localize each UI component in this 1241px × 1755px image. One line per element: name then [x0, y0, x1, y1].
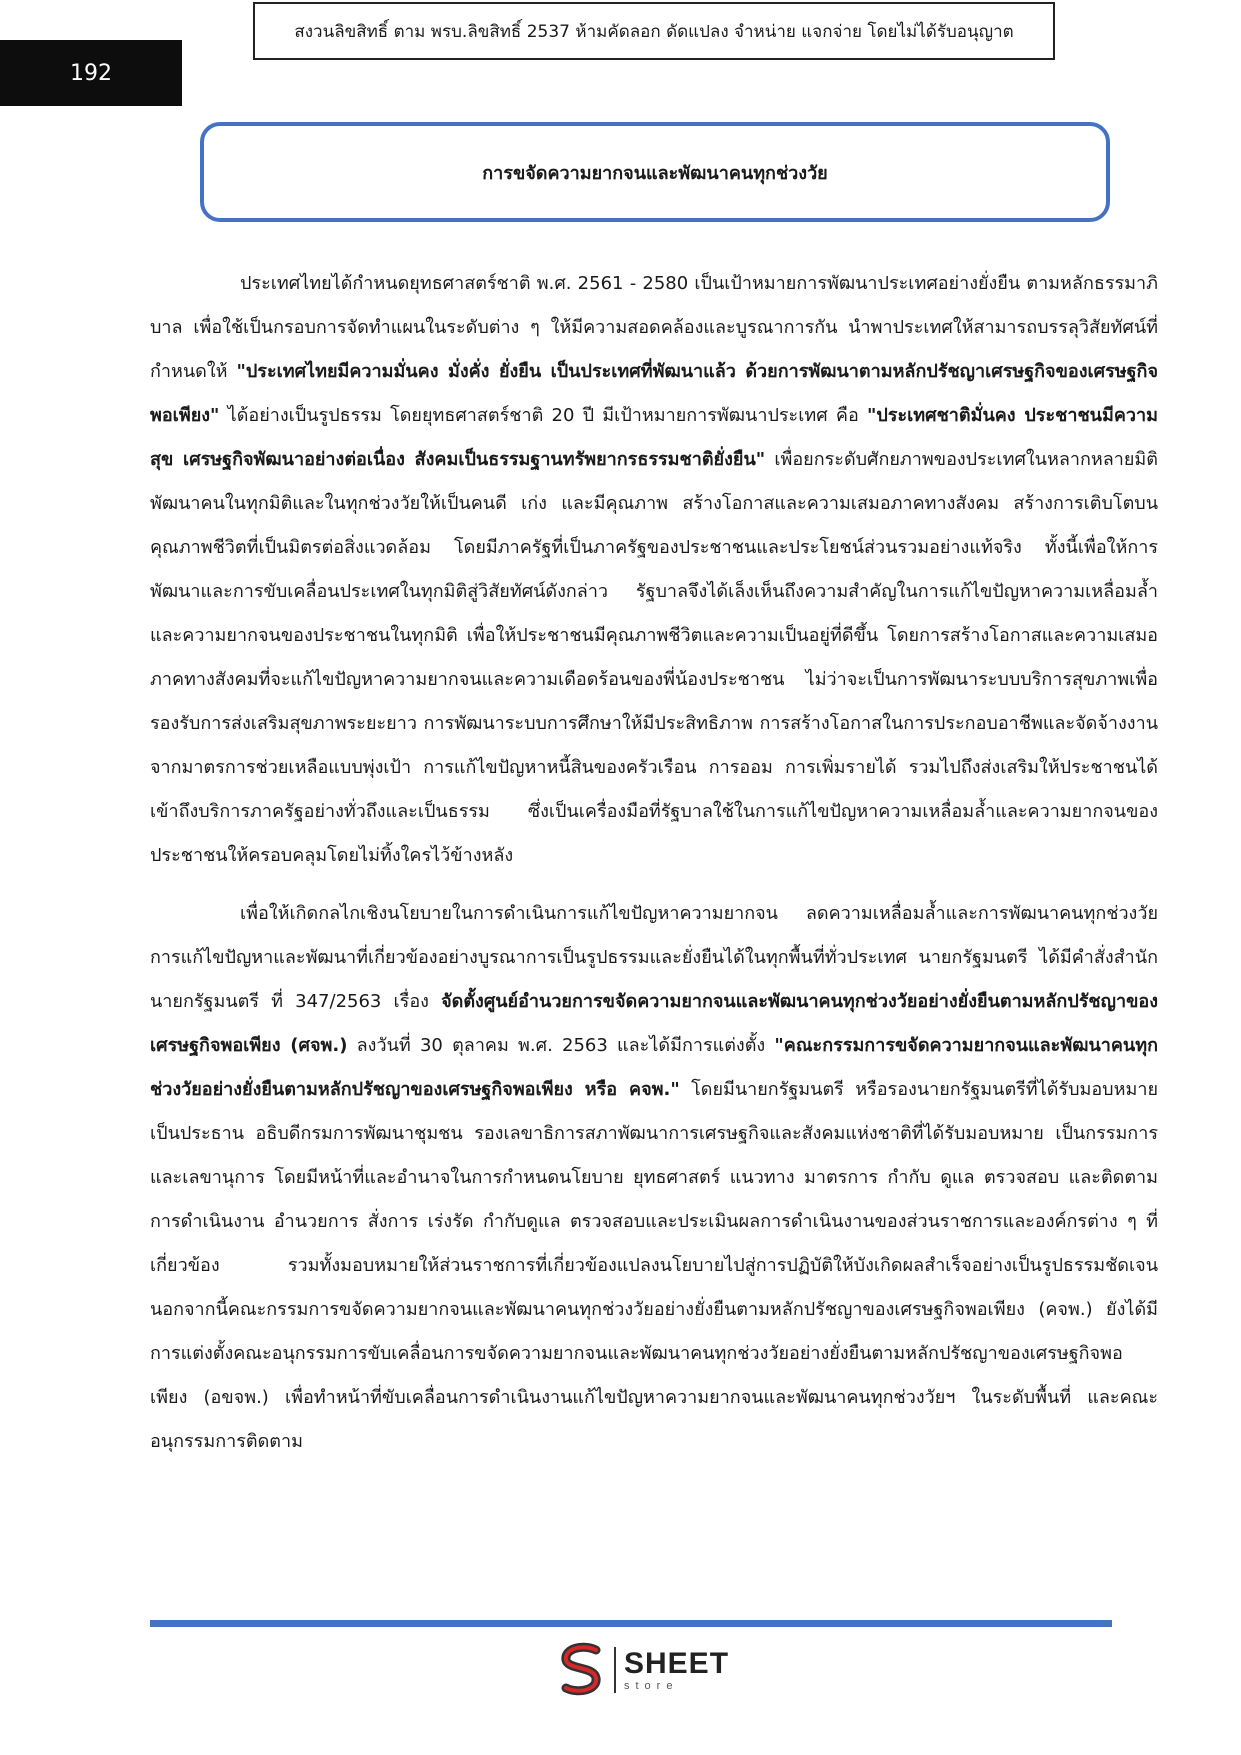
page-number	[0, 40, 182, 106]
sheet-store-logo	[556, 1640, 729, 1700]
paragraph-2	[150, 892, 1158, 1464]
copyright-text: สงวนลิขสิทธิ์ ตาม พรบ.ลิขสิทธิ์ 2537 ห้ามคัดลอก ดัดแปลง จำหน่าย แจกจ่าย โดยไม่ได้รับอนุญาต	[294, 21, 1014, 42]
p2-text-1: เพื่อให้เกิดกลไกเชิงนโยบายในการดำเนินการแก้ไขปัญหาความยากจน ลดความเหลื่อมล้ำและการพัฒนาคนทุกช่วงวัย การแก้ไขปัญหาและพัฒนาที่เกี่ยวข้องอย่างบูรณาการเป็นรูปธรรมและยั่งยืนได้ในทุกพื้นที่ทั่วประเทศ นายกรัฐมนตรี ได้มีคำสั่งสำนักนายกรัฐมนตรี ที่ 347/2563 เรื่อง	[150, 903, 1158, 1012]
p1-bold-1: "ประเทศไทยมีความมั่นคง มั่งคั่ง ยั่งยืน เป็นประเทศที่พัฒนาแล้ว ด้วยการพัฒนาตามหลักปรัชญาเศรษฐกิจของเศรษฐกิจพอเพียง"	[150, 361, 1158, 426]
sheet-store-logo-icon	[556, 1642, 608, 1698]
p1-bold-2: "ประเทศชาติมั่นคง ประชาชนมีความสุข เศรษฐกิจพัฒนาอย่างต่อเนื่อง สังคมเป็นธรรมฐานทรัพยากรธรรมชาติยั่งยืน"	[150, 405, 1158, 470]
footer-divider	[150, 1620, 1112, 1627]
p1-text-2: ได้อย่างเป็นรูปธรรม โดยยุทธศาสตร์ชาติ 20 ปี มีเป้าหมายการพัฒนาประเทศ คือ	[219, 405, 867, 426]
title-box	[200, 122, 1110, 222]
p1-text-3: เพื่อยกระดับศักยภาพของประเทศในหลากหลายมิติ พัฒนาคนในทุกมิติและในทุกช่วงวัยให้เป็นคนดี เก่ง และมีคุณภาพ สร้างโอกาสและความเสมอภาคทางสังคม สร้างการเติบโตบนคุณภาพชีวิตที่เป็นมิตรต่อสิ่งแวดล้อม โดยมีภาครัฐที่เป็นภาครัฐของประชาชนและประโยชน์ส่วนรวมอย่างแท้จริง ทั้งนี้เพื่อให้การพัฒนาและการขับเคลื่อนประเทศในทุกมิติสู่วิสัยทัศน์ดังกล่าว รัฐบาลจึงได้เล็งเห็นถึงความสำคัญในการแก้ไขปัญหาความเหลื่อมล้ำและความยากจนของประชาชนในทุกมิติ เพื่อให้ประชาชนมีคุณภาพชีวิตและความเป็นอยู่ที่ดีขึ้น โดยการสร้างโอกาสและความเสมอภาคทางสังคมที่จะแก้ไขปัญหาความยากจนและความเดือดร้อนของพี่น้องประชาชน ไม่ว่าจะเป็นการพัฒนาระบบบริการสุขภาพเพื่อรองรับการส่งเสริมสุขภาพระยะยาว การพัฒนาระบบการศึกษาให้มีประสิทธิภาพ การสร้างโอกาสในการประกอบอาชีพและจัดจ้างงานจากมาตรการช่วยเหลือแบบพุ่งเป้า การแก้ไขปัญหาหนี้สินของครัวเรือน การออม การเพิ่มรายได้ รวมไปถึงส่งเสริมให้ประชาชนได้เข้าถึงบริการภาครัฐอย่างทั่วถึงและเป็นธรรม ซึ่งเป็นเครื่องมือที่รัฐบาลใช้ในการแก้ไขปัญหาความเหลื่อมล้ำและความยากจนของประชาชนให้ครอบคลุมโดยไม่ทิ้งใครไว้ข้างหลัง	[150, 449, 1158, 866]
paragraph-1	[150, 262, 1158, 878]
p2-bold-1: จัดตั้งศูนย์อำนวยการขจัดความยากจนและพัฒนาคนทุกช่วงวัยอย่างยั่งยืนตามหลักปรัชญาของเศรษฐกิจพอเพียง (ศจพ.)	[150, 991, 1158, 1056]
logo-word: SHEET	[624, 1646, 730, 1680]
p2-text-2: ลงวันที่ 30 ตุลาคม พ.ศ. 2563 และได้มีการแต่งตั้ง	[347, 1035, 775, 1056]
page-title: การขจัดความยากจนและพัฒนาคนทุกช่วงวัย	[482, 162, 828, 184]
page-number-text: 192	[70, 60, 112, 86]
p2-text-3: โดยมีนายกรัฐมนตรี หรือรองนายกรัฐมนตรีที่ได้รับมอบหมายเป็นประธาน อธิบดีกรมการพัฒนาชุมชน รองเลขาธิการสภาพัฒนาการเศรษฐกิจและสังคมแห่งชาติที่ได้รับมอบหมาย เป็นกรรมการและเลขานุการ โดยมีหน้าที่และอำนาจในการกำหนดนโยบาย ยุทธศาสตร์ แนวทาง มาตรการ กำกับ ดูแล ตรวจสอบ และติดตามการดำเนินงาน อำนวยการ สั่งการ เร่งรัด กำกับดูแล ตรวจสอบและประเมินผลการดำเนินงานของส่วนราชการและองค์กรต่าง ๆ ที่เกี่ยวข้อง รวมทั้งมอบหมายให้ส่วนราชการที่เกี่ยวข้องแปลงนโยบายไปสู่การปฏิบัติให้บังเกิดผลสำเร็จอย่างเป็นรูปธรรมชัดเจน นอกจากนี้คณะกรรมการขจัดความยากจนและพัฒนาคนทุกช่วงวัยอย่างยั่งยืนตามหลักปรัชญาของเศรษฐกิจพอเพียง (คจพ.) ยังได้มีการแต่งตั้งคณะอนุกรรมการขับเคลื่อนการขจัดความยากจนและพัฒนาคนทุกช่วงวัยอย่างยั่งยืนตามหลักปรัชญาของเศรษฐกิจพอเพียง (อขจพ.) เพื่อทำหน้าที่ขับเคลื่อนการดำเนินงานแก้ไขปัญหาความยากจนและพัฒนาคนทุกช่วงวัยฯ ในระดับพื้นที่ และคณะอนุกรรมการติดตาม	[150, 1079, 1158, 1452]
document-body	[150, 262, 1158, 1478]
p2-bold-2: "คณะกรรมการขจัดความยากจนและพัฒนาคนทุกช่วงวัยอย่างยั่งยืนตามหลักปรัชญาของเศรษฐกิจพอเพียง หรือ คจพ."	[150, 1035, 1158, 1100]
logo-sub: store	[624, 1679, 679, 1692]
logo-text	[624, 1646, 730, 1692]
p1-text-1: ประเทศไทยได้กำหนดยุทธศาสตร์ชาติ พ.ศ. 2561 - 2580 เป็นเป้าหมายการพัฒนาประเทศอย่างยั่งยืน ตามหลักธรรมาภิบาล เพื่อใช้เป็นกรอบการจัดทำแผนในระดับต่าง ๆ ให้มีความสอดคล้องและบูรณาการกัน นำพาประเทศให้สามารถบรรลุวิสัยทัศน์ที่กำหนดให้	[150, 273, 1158, 382]
logo-divider	[614, 1647, 616, 1693]
copyright-notice	[253, 2, 1055, 60]
